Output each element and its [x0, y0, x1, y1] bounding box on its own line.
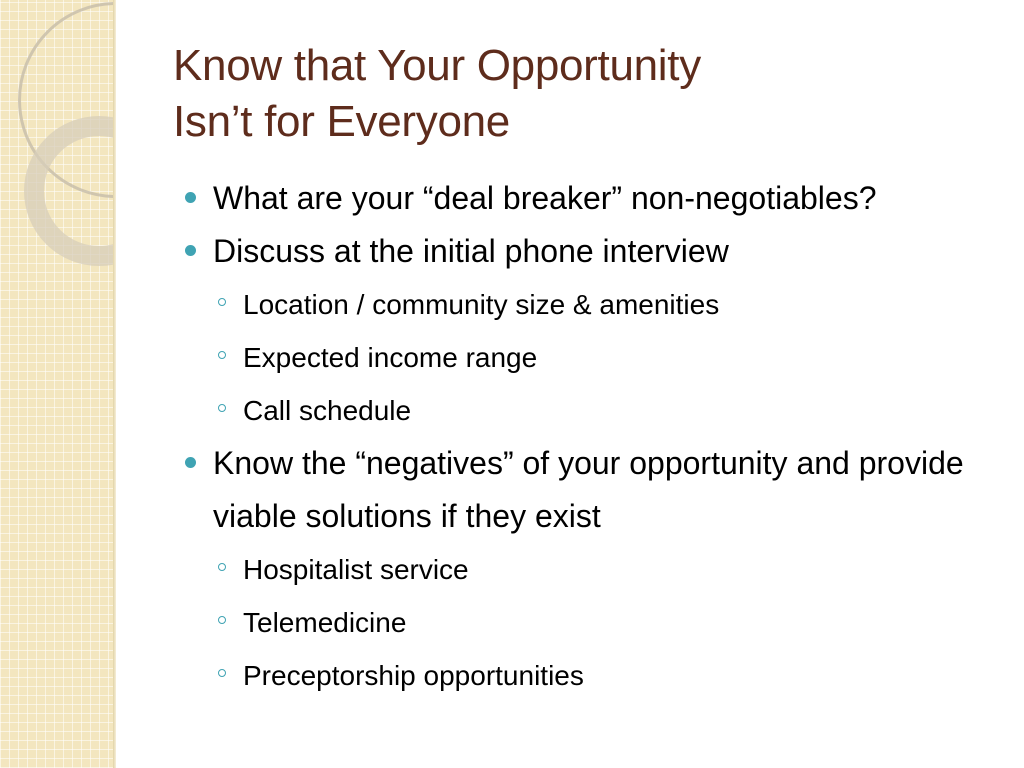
sub-bullet-text: Hospitalist service [243, 554, 469, 585]
slide-title-line-1: Know that Your Opportunity [173, 41, 701, 90]
bullet-dot-icon [185, 192, 196, 203]
bullet-text: Discuss at the initial phone interview [213, 233, 729, 269]
bullet-dot-icon [185, 457, 196, 468]
sub-bullet-text: Expected income range [243, 342, 538, 373]
slide-title-line-2: Isn’t for Everyone [173, 97, 510, 146]
sub-bullet-item [185, 384, 975, 437]
sub-bullet-ring-icon [218, 351, 226, 359]
bullet-item [185, 437, 975, 543]
sub-bullet-ring-icon [218, 616, 226, 624]
sub-bullet-text: Call schedule [243, 395, 412, 426]
side-panel-edge [113, 0, 116, 768]
bullet-dot-icon [185, 245, 196, 256]
sub-bullet-ring-icon [218, 404, 226, 412]
slide-body [185, 172, 975, 702]
sub-bullet-text: Telemedicine [243, 607, 407, 638]
sub-bullet-ring-icon [218, 669, 226, 677]
sub-bullet-item [185, 649, 975, 702]
sub-bullet-item [185, 331, 975, 384]
sub-bullet-text: Location / community size & amenities [243, 289, 720, 320]
bullet-item [185, 172, 975, 225]
decorative-side-panel [0, 0, 113, 768]
sub-bullet-text: Preceptorship opportunities [243, 660, 584, 691]
slide-title [173, 38, 701, 150]
bullet-text: Know the “negatives” of your opportunity and provide viable solutions if they exist [213, 445, 964, 534]
sub-bullet-ring-icon [218, 563, 226, 571]
bullet-item [185, 225, 975, 278]
sub-bullet-item [185, 596, 975, 649]
sub-bullet-item [185, 543, 975, 596]
bullet-text: What are your “deal breaker” non-negotiables? [213, 180, 877, 216]
sub-bullet-item [185, 278, 975, 331]
sub-bullet-ring-icon [218, 298, 226, 306]
